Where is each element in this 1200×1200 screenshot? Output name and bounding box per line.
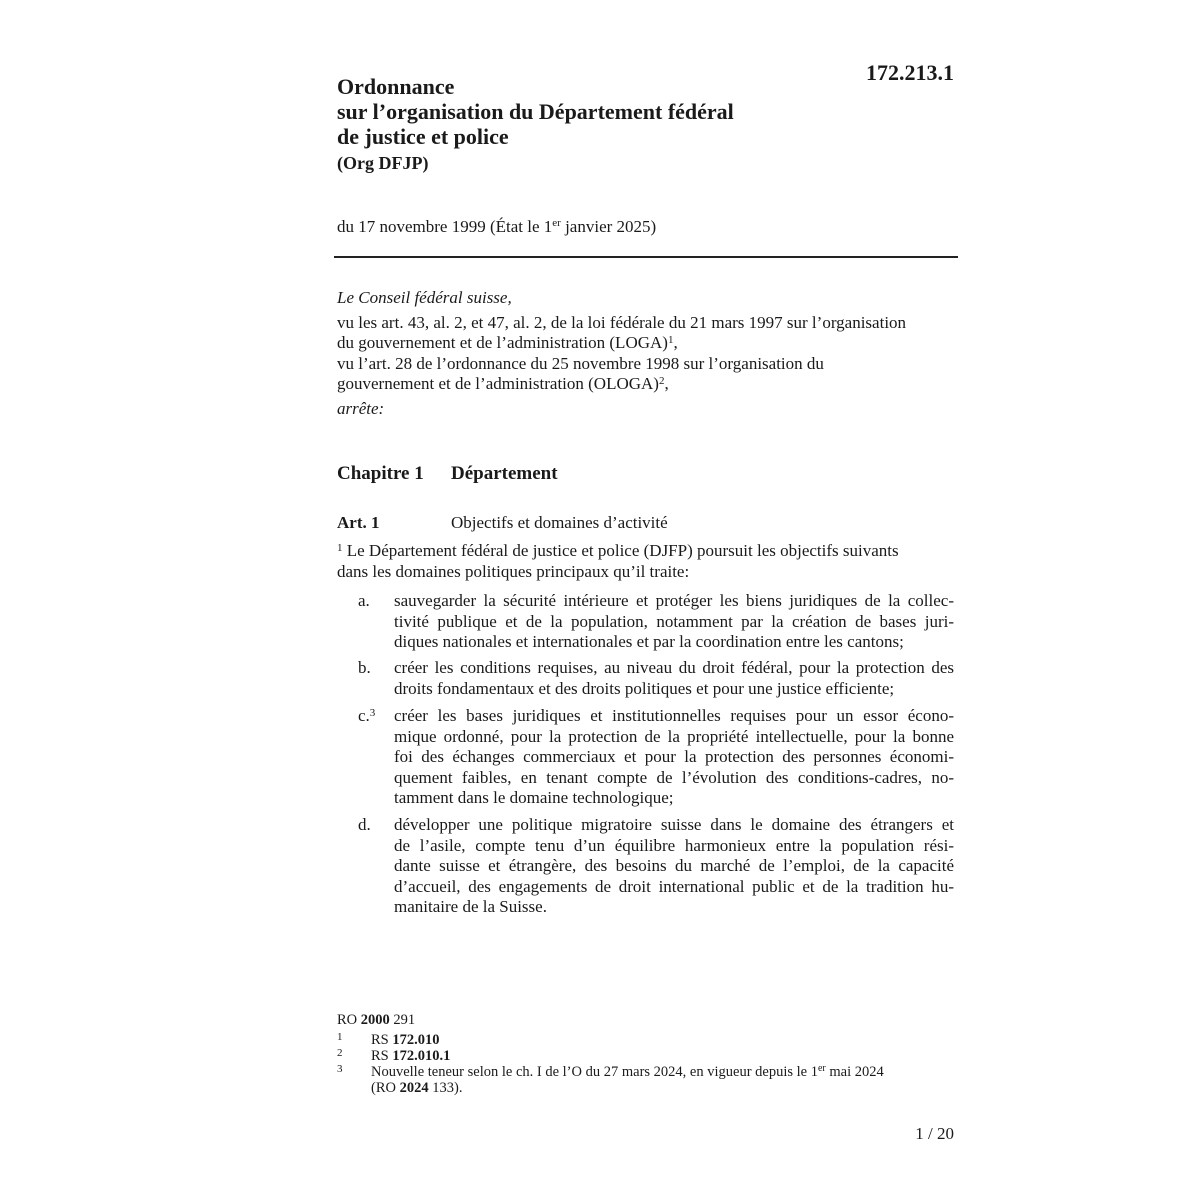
footnote-link[interactable]: 172.010.1 bbox=[392, 1048, 451, 1064]
title-line: de justice et police bbox=[337, 124, 509, 149]
item-text bbox=[394, 706, 954, 809]
footnote-prefix: RS bbox=[371, 1032, 393, 1048]
article-number: Art. 1 bbox=[337, 513, 380, 532]
date-superscript: er bbox=[552, 217, 561, 229]
footnote-ref-2[interactable]: 2 bbox=[658, 375, 665, 387]
footnote-link[interactable]: 172.010 bbox=[392, 1032, 440, 1048]
footnote-text bbox=[371, 1032, 440, 1048]
preamble-text: du gouvernement et de l’administration (LOGA) bbox=[337, 333, 668, 352]
item-line: manitaire de la Suisse. bbox=[394, 897, 547, 916]
preamble-authority: Le Conseil fédéral suisse, bbox=[337, 288, 512, 307]
ro-prefix: RO bbox=[337, 1012, 361, 1028]
chapter-heading bbox=[337, 463, 558, 485]
footnote-ref-3[interactable]: 3 bbox=[369, 707, 376, 719]
title-line: sur l’organisation du Département fédéral bbox=[337, 99, 734, 124]
item-text bbox=[394, 815, 954, 918]
paragraph-line bbox=[337, 541, 954, 562]
item-line: sauvegarder la sécurité intérieure et protéger les biens juridiques de la collec- bbox=[394, 591, 954, 610]
chapter-number: Chapitre 1 bbox=[337, 463, 424, 484]
paragraph-number: 1 bbox=[337, 542, 343, 554]
item-label-text: c. bbox=[358, 706, 370, 725]
preamble-punct: , bbox=[673, 333, 678, 352]
preamble-line: vu les art. 43, al. 2, et 47, al. 2, de la loi fédérale du 21 mars 1997 sur l’organisation bbox=[337, 312, 907, 332]
item-line: créer les bases juridiques et institutionnelles requises pour un essor écono- bbox=[394, 706, 954, 725]
footnote-number: 3 bbox=[337, 1063, 343, 1075]
date-prefix: du 17 novembre 1999 (État le 1 bbox=[337, 217, 553, 236]
official-compilation-ref bbox=[337, 1012, 415, 1029]
footnote-superscript: er bbox=[817, 1063, 826, 1074]
footnote-line2b: 133). bbox=[428, 1080, 463, 1096]
article-paragraph bbox=[337, 541, 954, 582]
header-divider bbox=[334, 256, 958, 258]
document-abbreviation: (Org DFJP) bbox=[337, 153, 429, 173]
item-text bbox=[394, 658, 954, 699]
document-date bbox=[337, 217, 656, 237]
footnote-link[interactable]: 2024 bbox=[399, 1080, 429, 1096]
preamble-punct: , bbox=[664, 374, 669, 393]
preamble-line bbox=[337, 333, 957, 354]
item-line: tamment dans le domaine technologique; bbox=[394, 788, 674, 807]
item-line: tivité publique et de la population, notamment par la création de bases juri- bbox=[394, 611, 954, 631]
page-number: 1 / 20 bbox=[915, 1124, 954, 1143]
item-line: quement faibles, en tenant compte de l’évolution des conditions-cadres, no- bbox=[394, 767, 954, 787]
footnote-ref-1[interactable]: 1 bbox=[667, 334, 674, 346]
article-title: Objectifs et domaines d’activité bbox=[451, 513, 668, 532]
paragraph-line: dans les domaines politiques principaux qu’il traite: bbox=[337, 561, 690, 581]
item-text bbox=[394, 591, 954, 653]
document-title bbox=[337, 74, 807, 149]
item-line: mique ordonné, pour la protection de la propriété intellectuelle, pour la bonne bbox=[394, 726, 954, 746]
footnote-number: 2 bbox=[337, 1047, 343, 1059]
item-label bbox=[358, 706, 375, 727]
footnote-line1a: Nouvelle teneur selon le ch. I de l’O du 27 mars 2024, en vigueur depuis le 1 bbox=[371, 1064, 818, 1080]
footnote-text bbox=[371, 1048, 450, 1064]
footnote-number: 1 bbox=[337, 1031, 343, 1043]
item-line: créer les conditions requises, au niveau du droit fédéral, pour la protection des bbox=[394, 658, 954, 677]
date-suffix: janvier 2025) bbox=[560, 217, 657, 236]
item-label: a. bbox=[358, 591, 370, 610]
preamble-text: gouvernement et de l’administration (OLOGA) bbox=[337, 374, 659, 393]
ro-page: 291 bbox=[389, 1012, 416, 1028]
item-line: de l’asile, compte tenu d’un équilibre harmonieux entre la population rési- bbox=[394, 835, 954, 855]
item-label: b. bbox=[358, 658, 371, 677]
chapter-title: Département bbox=[451, 463, 558, 484]
item-line: diques nationales et internationales et par la coordination entre les cantons; bbox=[394, 632, 904, 651]
item-line: d’accueil, des engagements de droit international public et de la tradition hu- bbox=[394, 876, 954, 896]
preamble-line: vu l’art. 28 de l’ordonnance du 25 novembre 1998 sur l’organisation du bbox=[337, 353, 824, 373]
footnote-prefix: RS bbox=[371, 1048, 393, 1064]
sr-number: 172.213.1 bbox=[866, 60, 954, 85]
preamble-decree: arrête: bbox=[337, 398, 385, 418]
preamble-line bbox=[337, 374, 957, 395]
footnote-line1b: mai 2024 bbox=[825, 1064, 884, 1080]
title-line: Ordonnance bbox=[337, 74, 455, 99]
item-label: d. bbox=[358, 815, 371, 834]
ro-year: 2000 bbox=[360, 1012, 390, 1028]
footnote-text bbox=[371, 1064, 884, 1096]
paragraph-text: Le Département fédéral de justice et police (DJFP) poursuit les objectifs suivants bbox=[342, 541, 899, 560]
item-line: dante suisse et étrangère, des besoins du marché de l’emploi, de la capacité bbox=[394, 856, 954, 875]
footnote-line2a: (RO bbox=[371, 1080, 400, 1096]
article-heading bbox=[337, 513, 957, 533]
item-line: foi des échanges commerciaux et pour la protection des personnes économi- bbox=[394, 747, 954, 766]
item-line: droits fondamentaux et des droits politiques et pour une justice efficiente; bbox=[394, 678, 895, 698]
preamble bbox=[337, 288, 957, 419]
item-line: développer une politique migratoire suisse dans le domaine des étrangers et bbox=[394, 815, 954, 834]
